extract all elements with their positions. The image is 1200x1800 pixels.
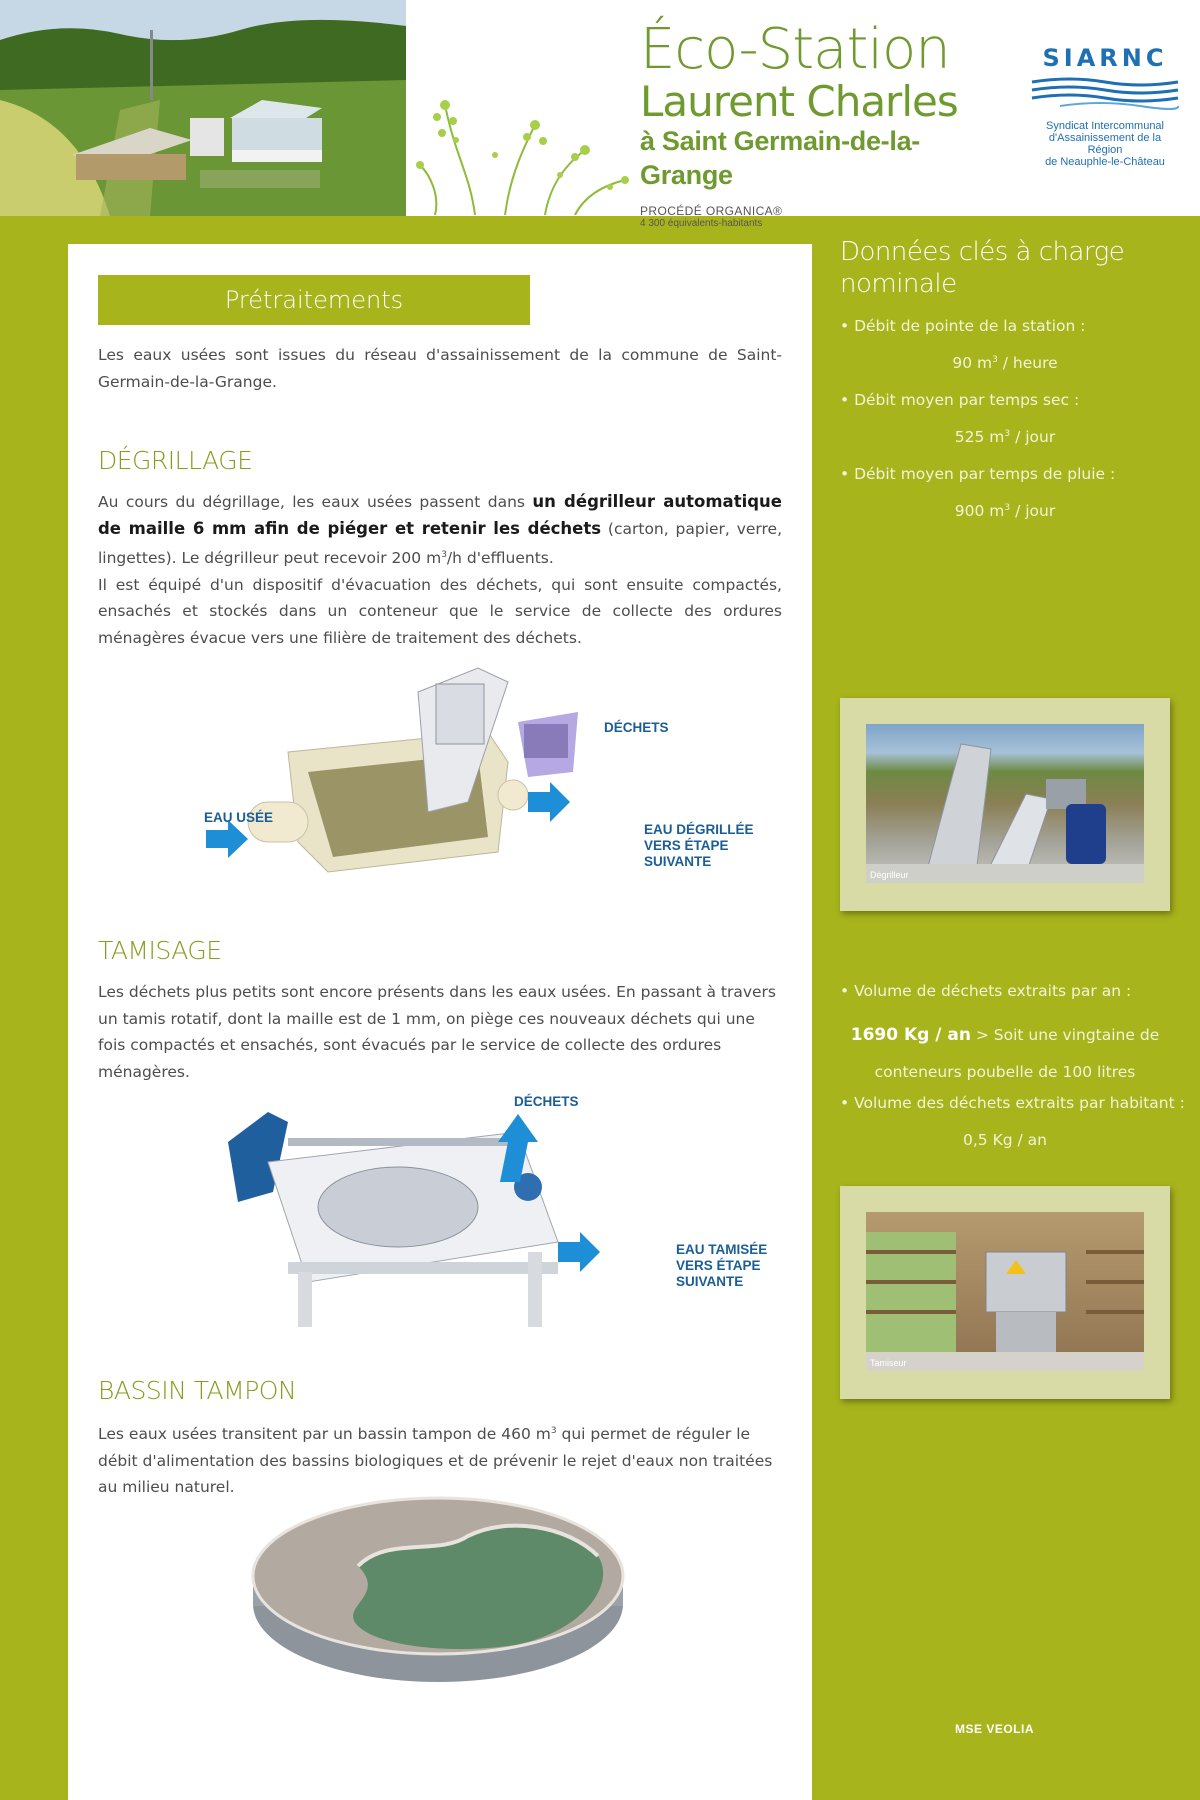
- degrillage-text-mid: (carton, papier, verre, lingettes). Le dégrilleur peut recevoir 200 m: [98, 519, 783, 568]
- degrilleur-diagram: [178, 662, 698, 892]
- degrilleur-photo-frame: [840, 698, 1170, 911]
- siarnc-desc-1: Syndicat Intercommunal: [1046, 120, 1164, 132]
- degrillage-label-in: EAU USÉE: [204, 810, 274, 825]
- side-item-1-value-sup: 3: [992, 354, 998, 365]
- degrillage-label-out-1: EAU DÉGRILLÉE: [644, 822, 754, 837]
- plant-decoration-icon: [415, 95, 635, 215]
- side-item-2-value-pre: 525 m: [954, 428, 1005, 446]
- title-block: [640, 17, 1000, 229]
- waste-per-hab-label: • Volume des déchets extraits par habitant :: [840, 1094, 1185, 1112]
- tamiseur-photo: [866, 1212, 1144, 1371]
- side-item-2-value-post: / jour: [1010, 428, 1056, 446]
- side-item-1-value-post: / heure: [997, 354, 1058, 372]
- tamisage-label-waste: DÉCHETS: [514, 1094, 579, 1109]
- capacity-label: 4 300 équivalents-habitants: [640, 218, 763, 229]
- side-item-1-value: [840, 354, 1170, 372]
- degrilleur-photo-caption: Dégrilleur: [870, 870, 909, 880]
- tamisage-label-out: [676, 1242, 767, 1290]
- title-line-1: Éco-Station: [640, 17, 950, 82]
- side-item-2-label: • Débit moyen par temps sec :: [840, 391, 1080, 409]
- tamisage-label-out-1: EAU TAMISÉE: [676, 1242, 768, 1257]
- waves-icon: [1030, 74, 1180, 114]
- mse-veolia-logo: MSE VEOLIA: [955, 1722, 1035, 1736]
- degrillage-heading: DÉGRILLAGE: [98, 446, 253, 475]
- degrillage-text: [98, 489, 782, 651]
- side-item-3-value-pre: 900 m: [954, 502, 1005, 520]
- siarnc-desc-3: de Neauphle-le-Château: [1045, 156, 1165, 168]
- side-item-3-value-post: / jour: [1010, 502, 1056, 520]
- degrillage-label-out-3: SUIVANTE: [644, 854, 712, 869]
- tamisage-label-out-3: SUIVANTE: [676, 1274, 744, 1289]
- waste-volume-value-bold: 1690 Kg / an: [850, 1025, 971, 1045]
- bassin-text-start: Les eaux usées transitent par un bassin tampon de 460 m: [98, 1425, 551, 1444]
- tamisage-label-out-2: VERS ÉTAPE: [676, 1258, 761, 1273]
- degrillage-text-sup: 3: [441, 550, 447, 560]
- siarnc-logo-name: SIARNC: [1042, 44, 1168, 72]
- procede-label: PROCÉDÉ ORGANICA®: [640, 204, 783, 218]
- bassin-text-sup: 3: [550, 1426, 557, 1436]
- main-panel: [68, 244, 812, 1800]
- degrillage-text-start: Au cours du dégrillage, les eaux usées passent dans: [98, 493, 533, 511]
- siarnc-desc-2: d'Assainissement de la Région: [1048, 132, 1162, 156]
- degrillage-text-p2: Il est équipé d'un dispositif d'évacuation des déchets, qui sont ensuite compactés, ensachés et stockés dans un conteneur que le service de collecte des ordures ménagères évacue vers une filière de traitement des déchets.: [98, 575, 782, 647]
- side-item-1-value-pre: 90 m: [952, 354, 993, 372]
- degrillage-text-bold: un dégrilleur automatique de maille 6 mm afin de piéger et retenir les déchets: [98, 492, 782, 538]
- degrilleur-photo: [866, 724, 1144, 883]
- title-line-3: à Saint Germain-de-la-Grange: [640, 126, 920, 190]
- title-line-2: Laurent Charles: [640, 77, 958, 126]
- side-item-2-value-sup: 3: [1004, 428, 1011, 439]
- waste-volume-value: [840, 1017, 1170, 1091]
- section-title: Prétraitements: [98, 275, 530, 325]
- station-aerial-photo: [0, 0, 406, 216]
- side-title: Données clés à charge nominale: [840, 237, 1125, 299]
- siarnc-logo: [1030, 44, 1180, 168]
- tamisage-heading: TAMISAGE: [98, 936, 222, 965]
- degrillage-label-out: [644, 822, 754, 870]
- side-item-3-value-sup: 3: [1004, 502, 1011, 513]
- side-item-2-value: [840, 428, 1170, 446]
- waste-volume-value-rest: > Soit une vingtaine de conteneurs poubelle de 100 litres: [874, 1026, 1160, 1081]
- page-header: [0, 0, 1200, 229]
- bassin-heading: BASSIN TAMPON: [98, 1376, 297, 1405]
- side-item-1-label: • Débit de pointe de la station :: [840, 317, 1086, 335]
- degrillage-text-end: /h d'effluents.: [446, 549, 554, 568]
- waste-volume-label: • Volume de déchets extraits par an :: [840, 982, 1132, 1000]
- tamiseur-photo-caption: Tamiseur: [870, 1358, 907, 1368]
- degrillage-label-waste: DÉCHETS: [604, 720, 669, 735]
- intro-text: Les eaux usées sont issues du réseau d'assainissement de la commune de Saint-Germain-de-la-Grange.: [98, 346, 782, 391]
- bassin-diagram: [238, 1476, 638, 1686]
- tamiseur-photo-frame: [840, 1186, 1170, 1399]
- side-item-3-value: [840, 502, 1170, 520]
- bassin-text-end: qui permet de réguler le débit d'alimentation des bassins biologiques et de prévenir le rejet d'eaux non traitées au milieu naturel.: [98, 1425, 773, 1497]
- tamis-diagram: [228, 1102, 748, 1342]
- waste-per-hab-value: 0,5 Kg / an: [963, 1131, 1047, 1149]
- tamisage-text: Les déchets plus petits sont encore présents dans les eaux usées. En passant à travers un tamis rotatif, dont la maille est de 1 mm, on piège ces nouveaux déchets qui une fois compactés et ensachés, sont évacués par le service de collecte des ordures ménagères.: [98, 983, 776, 1081]
- side-item-3-label: • Débit moyen par temps de pluie :: [840, 465, 1116, 483]
- degrillage-label-out-2: VERS ÉTAPE: [644, 838, 729, 853]
